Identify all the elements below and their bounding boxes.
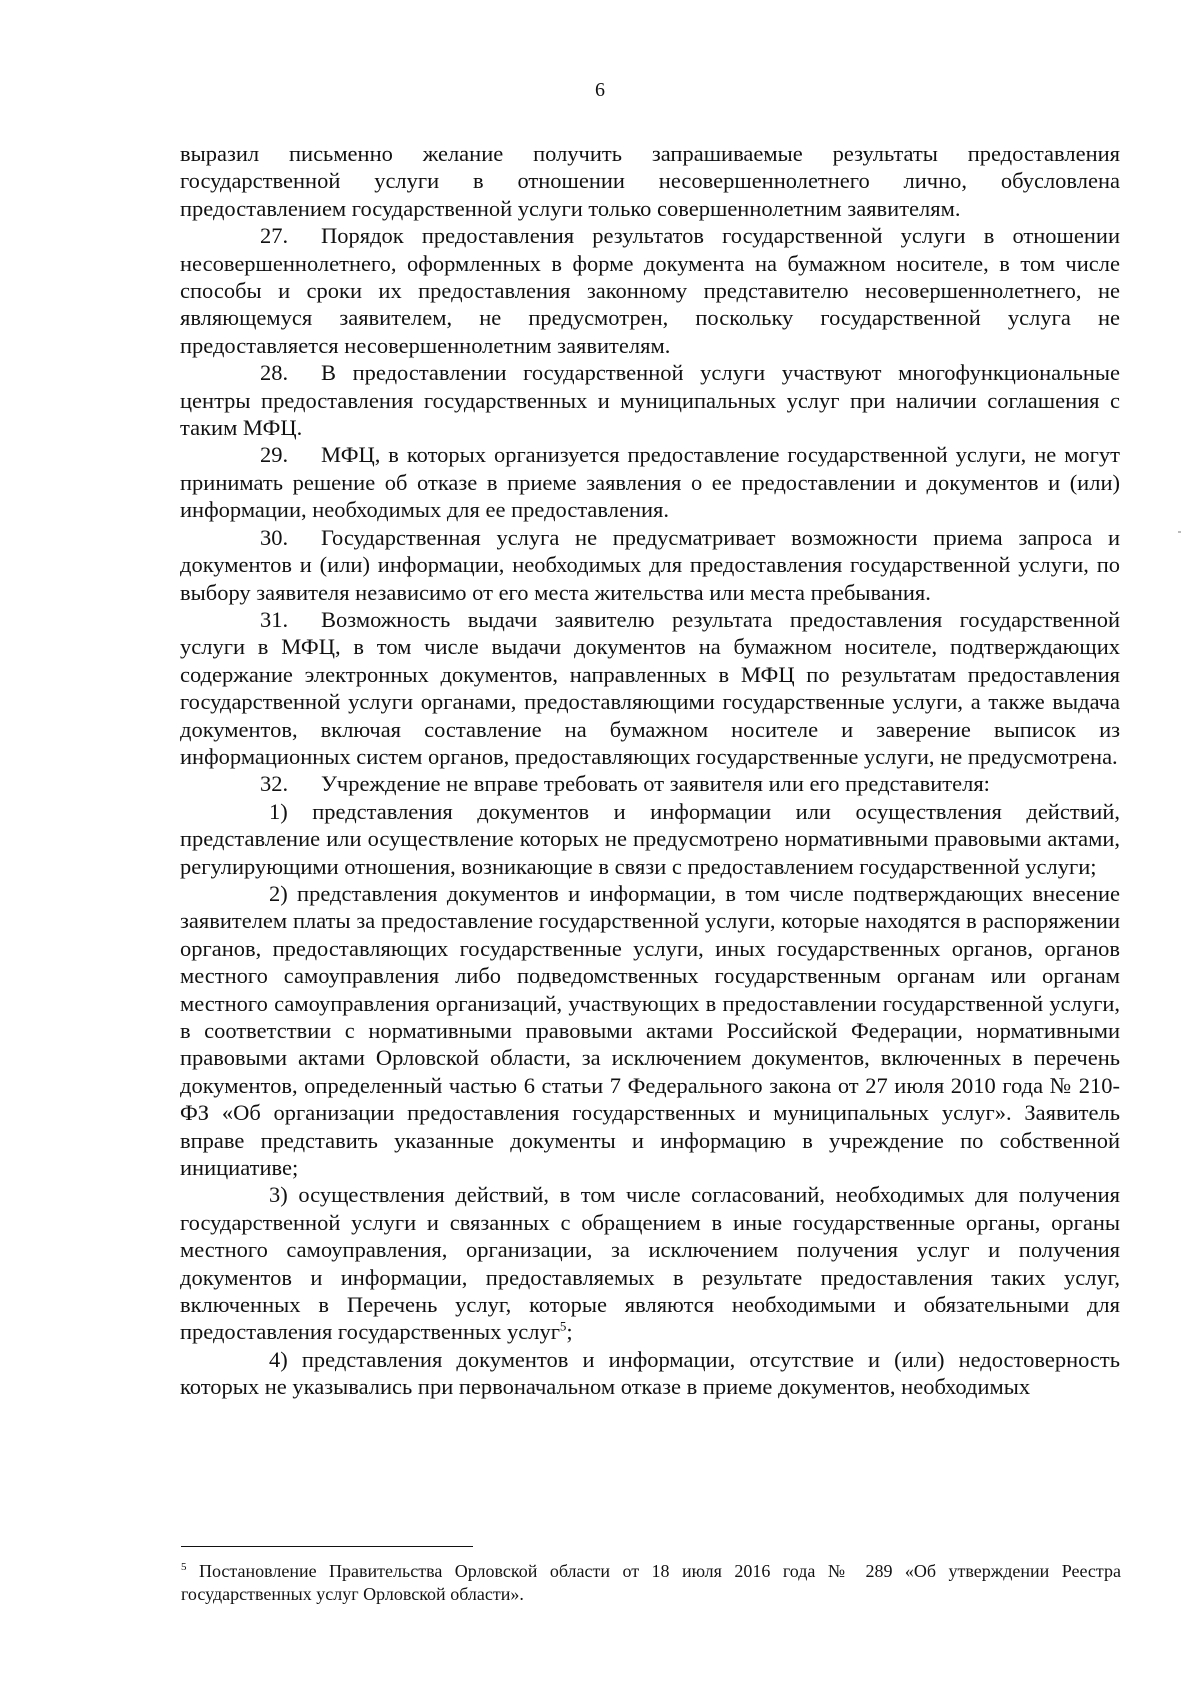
footnote-separator bbox=[181, 1546, 473, 1547]
clause-number: 32. bbox=[260, 771, 289, 797]
footnote bbox=[181, 1560, 1121, 1606]
clause-number: 31. bbox=[260, 606, 289, 632]
clause-number: 28. bbox=[260, 360, 289, 386]
clause-31 bbox=[180, 606, 1120, 770]
subclause-4 bbox=[180, 1346, 1120, 1401]
subclause-1 bbox=[180, 798, 1120, 880]
clause-30 bbox=[180, 524, 1120, 606]
subclause-2 bbox=[180, 880, 1120, 1181]
clause-29 bbox=[180, 441, 1120, 523]
paragraph-continuation bbox=[180, 140, 1120, 222]
subclause-text: 3) осуществления действий, в том числе согласований, необходимых для получения государственной услуги и связанных с обращением в иные государственные органы, органы местного самоуправления, организации, за исключением получения услуг и получения документов и информации, предоставляемых в результате предоставления таких услуг, включенных в Перечень услуг, которые являются необходимыми и обязательными для предоставления государственных услуг bbox=[180, 1182, 1120, 1345]
body-text bbox=[180, 140, 1120, 1401]
page-number: 6 bbox=[595, 79, 605, 101]
footnote-text: Постановление Правительства Орловской области от 18 июля 2016 года № 289 «Об утверждении Реестра государственных услуг Орловской области». bbox=[181, 1561, 1121, 1604]
clause-28 bbox=[180, 359, 1120, 441]
subclause-tail: ; bbox=[566, 1319, 573, 1345]
subclause-text: 1) представления документов и информации или осуществления действий, представление или осуществление которых не предусмотрено нормативными правовыми актами, регулирующими отношения, возникающие в связи с предоставлением государственной услуги; bbox=[180, 798, 1120, 879]
clause-text: МФЦ, в которых организуется предоставление государственной услуги, не могут принимать решение об отказе в приеме заявления о ее предоставлении и документов и (или) информации, необходимых для ее предоставления. bbox=[180, 442, 1120, 523]
clause-number: 30. bbox=[260, 524, 289, 550]
footnote-marker: 5 bbox=[181, 1561, 187, 1573]
paragraph-text: выразил письменно желание получить запрашиваемые результаты предоставления государственной услуги в отношении несовершеннолетнего лично, обусловлена предоставлением государственной услуги только совершеннолетним заявителям. bbox=[180, 141, 1120, 221]
clause-text: Государственная услуга не предусматривает возможности приема запроса и документов и (или) информации, необходимых для предоставления государственной услуги, по выбору заявителя независимо от его места жительства или места пребывания. bbox=[180, 524, 1120, 605]
scan-speck bbox=[1178, 531, 1181, 533]
subclause-text: 4) представления документов и информации, отсутствие и (или) недостоверность которых не указывались при первоначальном отказе в приеме документов, необходимых bbox=[180, 1346, 1120, 1400]
clause-number: 27. bbox=[260, 223, 289, 249]
clause-27 bbox=[180, 222, 1120, 359]
subclause-text: 2) представления документов и информации, в том числе подтверждающих внесение заявителем платы за предоставление государственной услуги, которые находятся в распоряжении органов, предоставляющих государственные услуги, иных государственных органов, органов местного самоуправления либо подведомственных государственным органам или органам местного самоуправления организаций, участвующих в предоставлении государственной услуги, в соответствии с нормативными правовыми актами Российской Федерации, нормативными правовыми актами Орловской области, за исключением документов, включенных в перечень документов, определенный частью 6 статьи 7 Федерального закона от 27 июля 2010 года № 210-ФЗ «Об организации предоставления государственных и муниципальных услуг». Заявитель вправе представить указанные документы и информацию в учреждение по собственной инициативе; bbox=[180, 880, 1120, 1181]
clause-number: 29. bbox=[260, 442, 289, 468]
clause-text: Возможность выдачи заявителю результата предоставления государственной услуги в МФЦ, в том числе выдачи документов на бумажном носителе, подтверждающих содержание электронных документов, направленных в МФЦ по результатам предоставления государственной услуги органами, предоставляющими государственные услуги, а также выдача документов, включая составление на бумажном носителе и заверение выписок из информационных систем органов, предоставляющих государственные услуги, не предусмотрена. bbox=[180, 606, 1120, 769]
clause-32 bbox=[180, 770, 1120, 797]
footnote-reference[interactable]: 5 bbox=[559, 1318, 567, 1334]
clause-text: В предоставлении государственной услуги участвуют многофункциональные центры предоставления государственных и муниципальных услуг при наличии соглашения с таким МФЦ. bbox=[180, 360, 1120, 441]
subclause-3 bbox=[180, 1181, 1120, 1345]
clause-text: Порядок предоставления результатов государственной услуги в отношении несовершеннолетнего, оформленных в форме документа на бумажном носителе, в том числе способы и сроки их предоставления законному представителю несовершеннолетнего, не являющемуся заявителем, не предусмотрен, поскольку государственной услуга не предоставляется несовершеннолетним заявителям. bbox=[180, 223, 1120, 358]
clause-text: Учреждение не вправе требовать от заявителя или его представителя: bbox=[321, 771, 990, 797]
